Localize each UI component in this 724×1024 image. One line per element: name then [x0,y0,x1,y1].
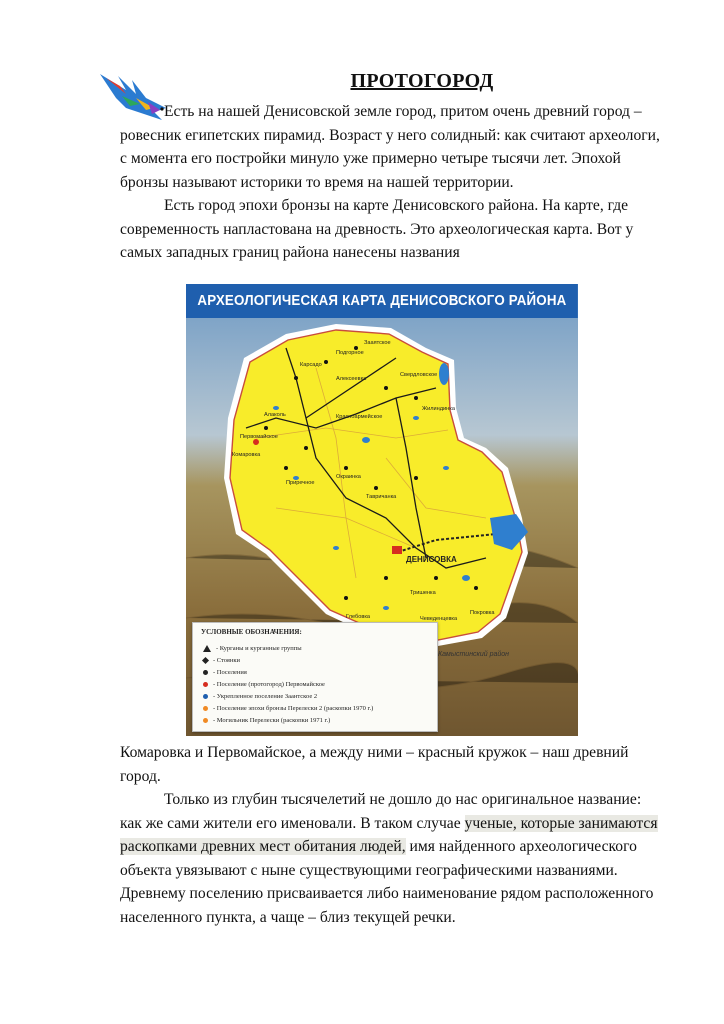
kurgan-icon [203,645,211,652]
burial-ground-icon [203,718,208,723]
protocity-icon [203,682,208,687]
legend-item: - Могильник Перелески (раскопки 1971 г.) [203,715,330,725]
intro-text [120,100,660,265]
map-label: Камыстинский район [438,651,510,658]
highlighted-text: ученые, которые занимаются раскопками древних мест обитания людей, [120,814,658,855]
map-label: Глебовка [346,614,370,620]
archaeological-map-figure [186,284,578,736]
map-label: Алаколь [264,412,286,418]
paragraph-4: Только из глубин тысячелетий не дошло до нас оригинальное название: как же сами жители его именовали. В таком случае ученые, которые занимаются раскопками древних мест обитания людей, имя найденного археологического объекта увязывают с ныне существующими географическими названиями. Древнему поселению присваивается либо наименование рядом расположенного населенного пункта, а чаще – близ текущей речки. [120,791,658,926]
map-label: Зааятское [364,340,391,346]
map-label: Первомайское [240,434,278,440]
settlement-icon [203,670,208,675]
legend-item: - Поселение эпохи бронзы Перелески 2 (раскопки 1970 г.) [203,703,373,713]
map-label: Алексеевка [336,376,367,382]
map-label: Покровка [470,610,495,616]
map-label: Подгорное [336,350,364,356]
map-label: Тавричанка [366,494,397,500]
map-label: Свердловское [400,372,438,378]
legend-item: - Стоянки [203,655,240,665]
paragraph-2: Есть город эпохи бронзы на карте Денисовского района. На карте, где современность напластована на древность. Это археологическая карта. Вот у самых западных границ района нанесены названия [120,197,634,261]
map-label: Приречное [286,480,315,486]
map-legend [192,622,438,732]
legend-title: УСЛОВНЫЕ ОБОЗНАЧЕНИЯ: [201,628,302,636]
map-label: Окраинка [336,474,361,480]
paragraph-1: Есть на нашей Денисовской земле город, притом очень древний город – ровесник египетских пирамид. Возраст у него солидный: как считают археологи, с момента его постройки минуло уже примерно четыре тысячи лет. Эпохой бронзы называют историки то время на нашей территории. [120,103,660,191]
map-label: Жилиндинка [422,406,455,412]
map-label-denisovka: ДЕНИСОВКА [406,555,457,564]
body-text [120,741,660,929]
map-header: АРХЕОЛОГИЧЕСКАЯ КАРТА ДЕНИСОВСКОГО РАЙОНА [186,284,578,318]
legend-item: - Поселение (протогород) Первомайское [203,679,325,689]
map-label: Красноармейское [336,414,383,420]
map-label: Комаровка [232,452,261,458]
map-label: Чеведенцевка [420,616,458,622]
map-label: Тришенка [410,590,436,596]
legend-item: - Курганы и курганные группы [203,643,302,653]
map-label: Карсадо [300,362,322,368]
fortified-settlement-icon [203,694,208,699]
camp-icon [202,656,209,663]
legend-item: - Укрепленное поселение Заантское 2 [203,691,317,701]
page-title: ПРОТОГОРОД [350,70,494,92]
bronze-settlement-icon [203,706,208,711]
paragraph-3: Комаровка и Первомайское, а между ними – красный кружок – наш древний город. [120,744,629,785]
district-center-marker [392,546,402,554]
legend-item: - Поселения [203,667,247,677]
